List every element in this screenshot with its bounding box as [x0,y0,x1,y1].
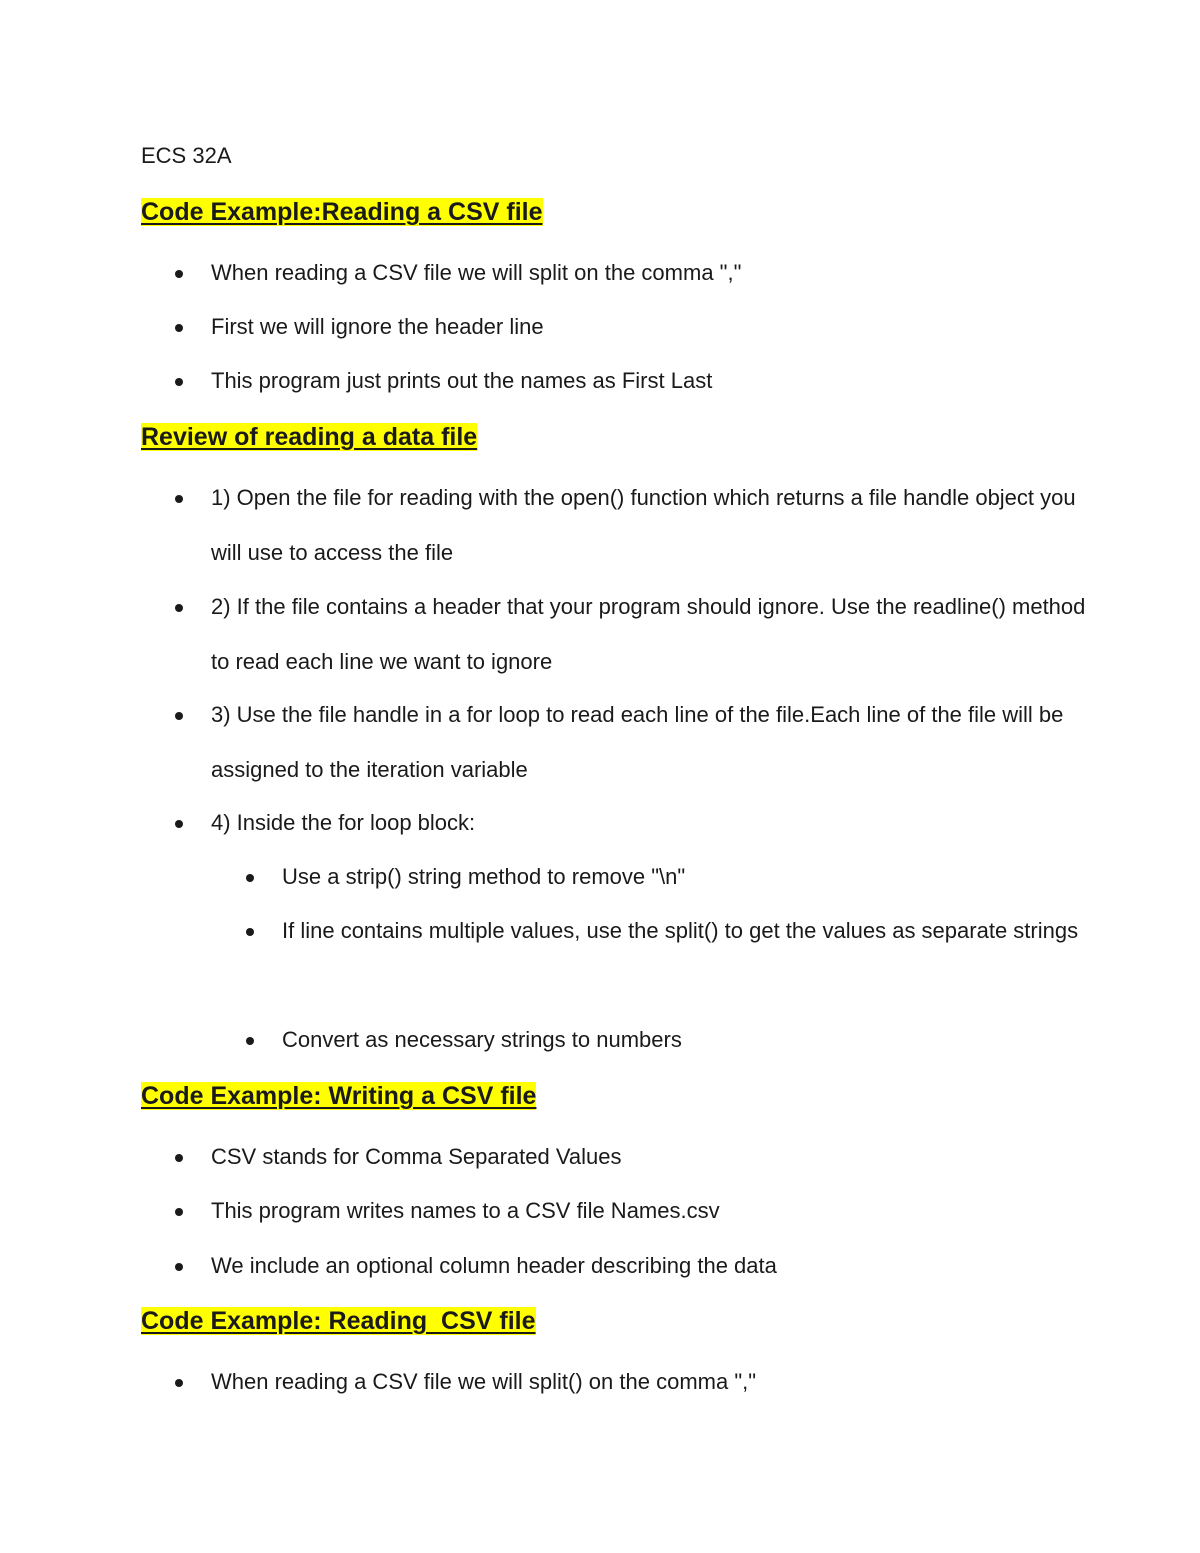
list-item-text: 2) If the file contains a header that your program should ignore. Use the readline() method to read each line we want to ignore [211,594,1086,674]
list-item-text: Convert as necessary strings to numbers [282,1027,682,1052]
bullet-icon [246,874,254,882]
list-item-text: When reading a CSV file we will split on the comma "," [211,260,742,285]
bullet-icon [175,324,183,332]
bullet-icon [175,820,183,828]
list-item [211,796,1091,851]
bullet-icon [175,495,183,503]
heading-text: Code Example:Reading a CSV file [141,198,543,226]
list-item [211,354,1091,409]
list-item [211,1130,1091,1185]
section-heading-writing-csv [141,1081,536,1111]
bullet-icon [175,604,183,612]
list-item [211,1355,1091,1410]
heading-text: Code Example: Writing a CSV file [141,1082,537,1110]
bullet-icon [175,1379,183,1387]
sub-list-item [282,1013,1102,1068]
list-item [211,688,1091,797]
list-item-text: Use a strip() string method to remove "\n" [282,864,686,889]
list-item-text: 3) Use the file handle in a for loop to read each line of the file.Each line of the file will be assigned to the iteration variable [211,702,1064,782]
section-heading-review [141,422,477,452]
list-item-text: 4) Inside the for loop block: [211,810,476,835]
sub-list-item [282,904,1102,959]
list-item-text: First we will ignore the header line [211,314,544,339]
list-item-text: 1) Open the file for reading with the open() function which returns a file handle object you will use to access the file [211,485,1076,565]
list-item-text: This program just prints out the names as First Last [211,368,713,393]
bullet-icon [175,712,183,720]
list-item [211,471,1091,580]
list-item-text: When reading a CSV file we will split() on the comma "," [211,1369,757,1394]
sub-list-item [282,850,1102,905]
bullet-icon [175,1263,183,1271]
section-heading-reading-csv-2 [141,1306,536,1336]
bullet-icon [175,378,183,386]
list-item [211,246,1091,301]
heading-text: Review of reading a data file [141,423,478,451]
bullet-icon [175,270,183,278]
list-item [211,580,1091,689]
bullet-icon [246,1037,254,1045]
document-title: ECS 32A [141,143,232,168]
list-item-text: We include an optional column header describing the data [211,1253,777,1278]
list-item [211,1184,1091,1239]
section-heading-reading-csv [141,197,543,227]
list-item-text: If line contains multiple values, use the split() to get the values as separate strings [282,918,1079,943]
heading-text: Code Example: Reading CSV file [141,1307,536,1335]
bullet-icon [175,1208,183,1216]
bullet-icon [246,928,254,936]
list-item-text: This program writes names to a CSV file Names.csv [211,1198,720,1223]
list-item-text: CSV stands for Comma Separated Values [211,1144,622,1169]
bullet-icon [175,1154,183,1162]
list-item [211,1239,1091,1294]
list-item [211,300,1091,355]
